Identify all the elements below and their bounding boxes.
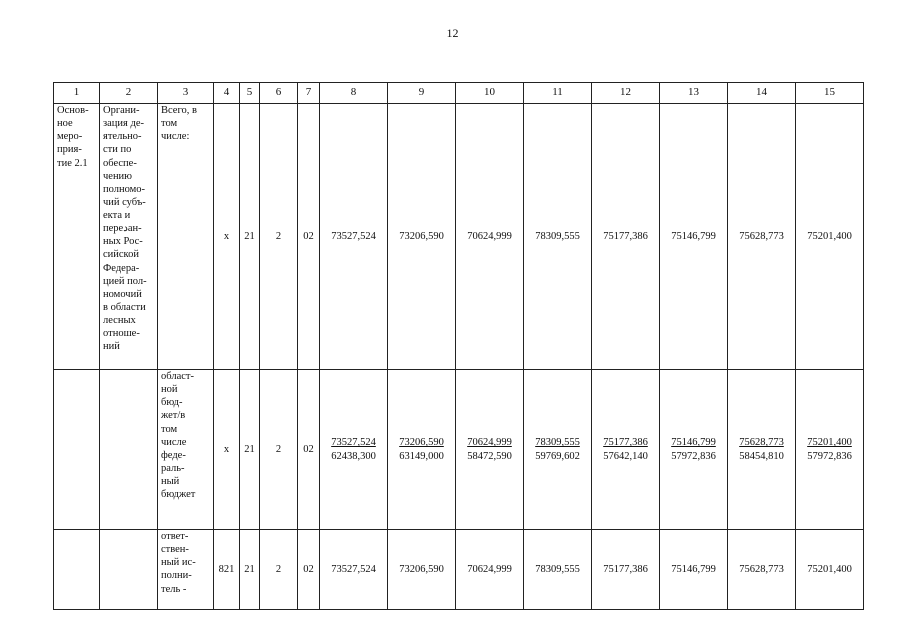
value-cell — [524, 370, 592, 530]
code-cell: x — [214, 370, 240, 530]
regional-budget-value: 75201,400 — [807, 437, 852, 449]
code-cell: 02 — [298, 104, 320, 370]
federal-budget-value: 63149,000 — [399, 450, 444, 462]
column-header: 5 — [240, 83, 260, 104]
code-cell: 02 — [298, 370, 320, 530]
event-description-cell — [100, 104, 158, 370]
federal-budget-value: 58454,810 — [739, 450, 784, 462]
event-description-cell — [100, 530, 158, 610]
value-cell — [388, 370, 456, 530]
value-cell: 75146,799 — [660, 530, 728, 610]
event-name: Основ- ное меро- прия- тие 2.1 — [57, 105, 89, 169]
code-cell: 2 — [260, 370, 298, 530]
value-cell: 73206,590 — [388, 530, 456, 610]
value-cell — [320, 370, 388, 530]
event-description-cell — [100, 370, 158, 530]
table-row — [54, 104, 864, 370]
column-header: 2 — [100, 83, 158, 104]
funding-source: ответ- ствен- ный ис- полни- тель - — [161, 531, 196, 595]
value-cell: 78309,555 — [524, 530, 592, 610]
federal-budget-value: 57972,836 — [671, 450, 716, 462]
regional-budget-value: 75177,386 — [603, 437, 648, 449]
code-cell: 821 — [214, 530, 240, 610]
column-header: 7 — [298, 83, 320, 104]
column-header: 8 — [320, 83, 388, 104]
value-cell: 75177,386 — [592, 530, 660, 610]
event-description: Органи- зация де- ятельно- сти по обеспе- чению полномо- чий субъ- екта и переدан- ных Рос- сийской Федера- цией пол- номочий в области лесных отноше- ний — [103, 105, 147, 353]
regional-budget-value: 75146,799 — [671, 437, 716, 449]
code-cell: 21 — [240, 104, 260, 370]
column-header: 3 — [158, 83, 214, 104]
event-name-cell — [54, 530, 100, 610]
federal-budget-value: 59769,602 — [535, 450, 580, 462]
value-cell: 75146,799 — [660, 104, 728, 370]
value-cell: 75201,400 — [796, 530, 864, 610]
funding-source-cell — [158, 104, 214, 370]
code-cell: 02 — [298, 530, 320, 610]
regional-budget-value: 73206,590 — [399, 437, 444, 449]
regional-budget-value: 75628,773 — [739, 437, 784, 449]
column-header: 12 — [592, 83, 660, 104]
code-cell: 2 — [260, 530, 298, 610]
value-cell — [456, 370, 524, 530]
table-row — [54, 530, 864, 610]
code-cell: x — [214, 104, 240, 370]
event-name-cell — [54, 370, 100, 530]
budget-table — [53, 82, 864, 610]
funding-source-cell — [158, 370, 214, 530]
regional-budget-value: 70624,999 — [467, 437, 512, 449]
value-cell: 78309,555 — [524, 104, 592, 370]
value-cell: 73527,524 — [320, 104, 388, 370]
code-cell: 2 — [260, 104, 298, 370]
value-cell — [796, 370, 864, 530]
code-cell: 21 — [240, 370, 260, 530]
value-cell — [728, 370, 796, 530]
value-cell: 70624,999 — [456, 530, 524, 610]
column-header: 4 — [214, 83, 240, 104]
value-cell: 73206,590 — [388, 104, 456, 370]
value-cell: 75628,773 — [728, 104, 796, 370]
regional-budget-value: 78309,555 — [535, 437, 580, 449]
column-header: 15 — [796, 83, 864, 104]
column-header: 10 — [456, 83, 524, 104]
column-header: 6 — [260, 83, 298, 104]
page-number: 12 — [446, 26, 459, 40]
value-cell: 73527,524 — [320, 530, 388, 610]
value-cell — [592, 370, 660, 530]
regional-budget-value: 73527,524 — [331, 437, 376, 449]
value-cell — [660, 370, 728, 530]
column-header: 11 — [524, 83, 592, 104]
column-header: 13 — [660, 83, 728, 104]
value-cell: 70624,999 — [456, 104, 524, 370]
federal-budget-value: 57642,140 — [603, 450, 648, 462]
funding-source: Всего, в том числе: — [161, 105, 197, 143]
funding-source-cell — [158, 530, 214, 610]
funding-source: област- ной бюд- жет/в том числе феде- раль- ный бюджет — [161, 371, 196, 501]
federal-budget-value: 57972,836 — [807, 450, 852, 462]
column-header: 14 — [728, 83, 796, 104]
column-header: 9 — [388, 83, 456, 104]
value-cell: 75177,386 — [592, 104, 660, 370]
federal-budget-value: 58472,590 — [467, 450, 512, 462]
column-header: 1 — [54, 83, 100, 104]
federal-budget-value: 62438,300 — [331, 450, 376, 462]
table-header-row — [54, 83, 864, 104]
code-cell: 21 — [240, 530, 260, 610]
table-row — [54, 370, 864, 530]
value-cell: 75201,400 — [796, 104, 864, 370]
value-cell: 75628,773 — [728, 530, 796, 610]
event-name-cell — [54, 104, 100, 370]
